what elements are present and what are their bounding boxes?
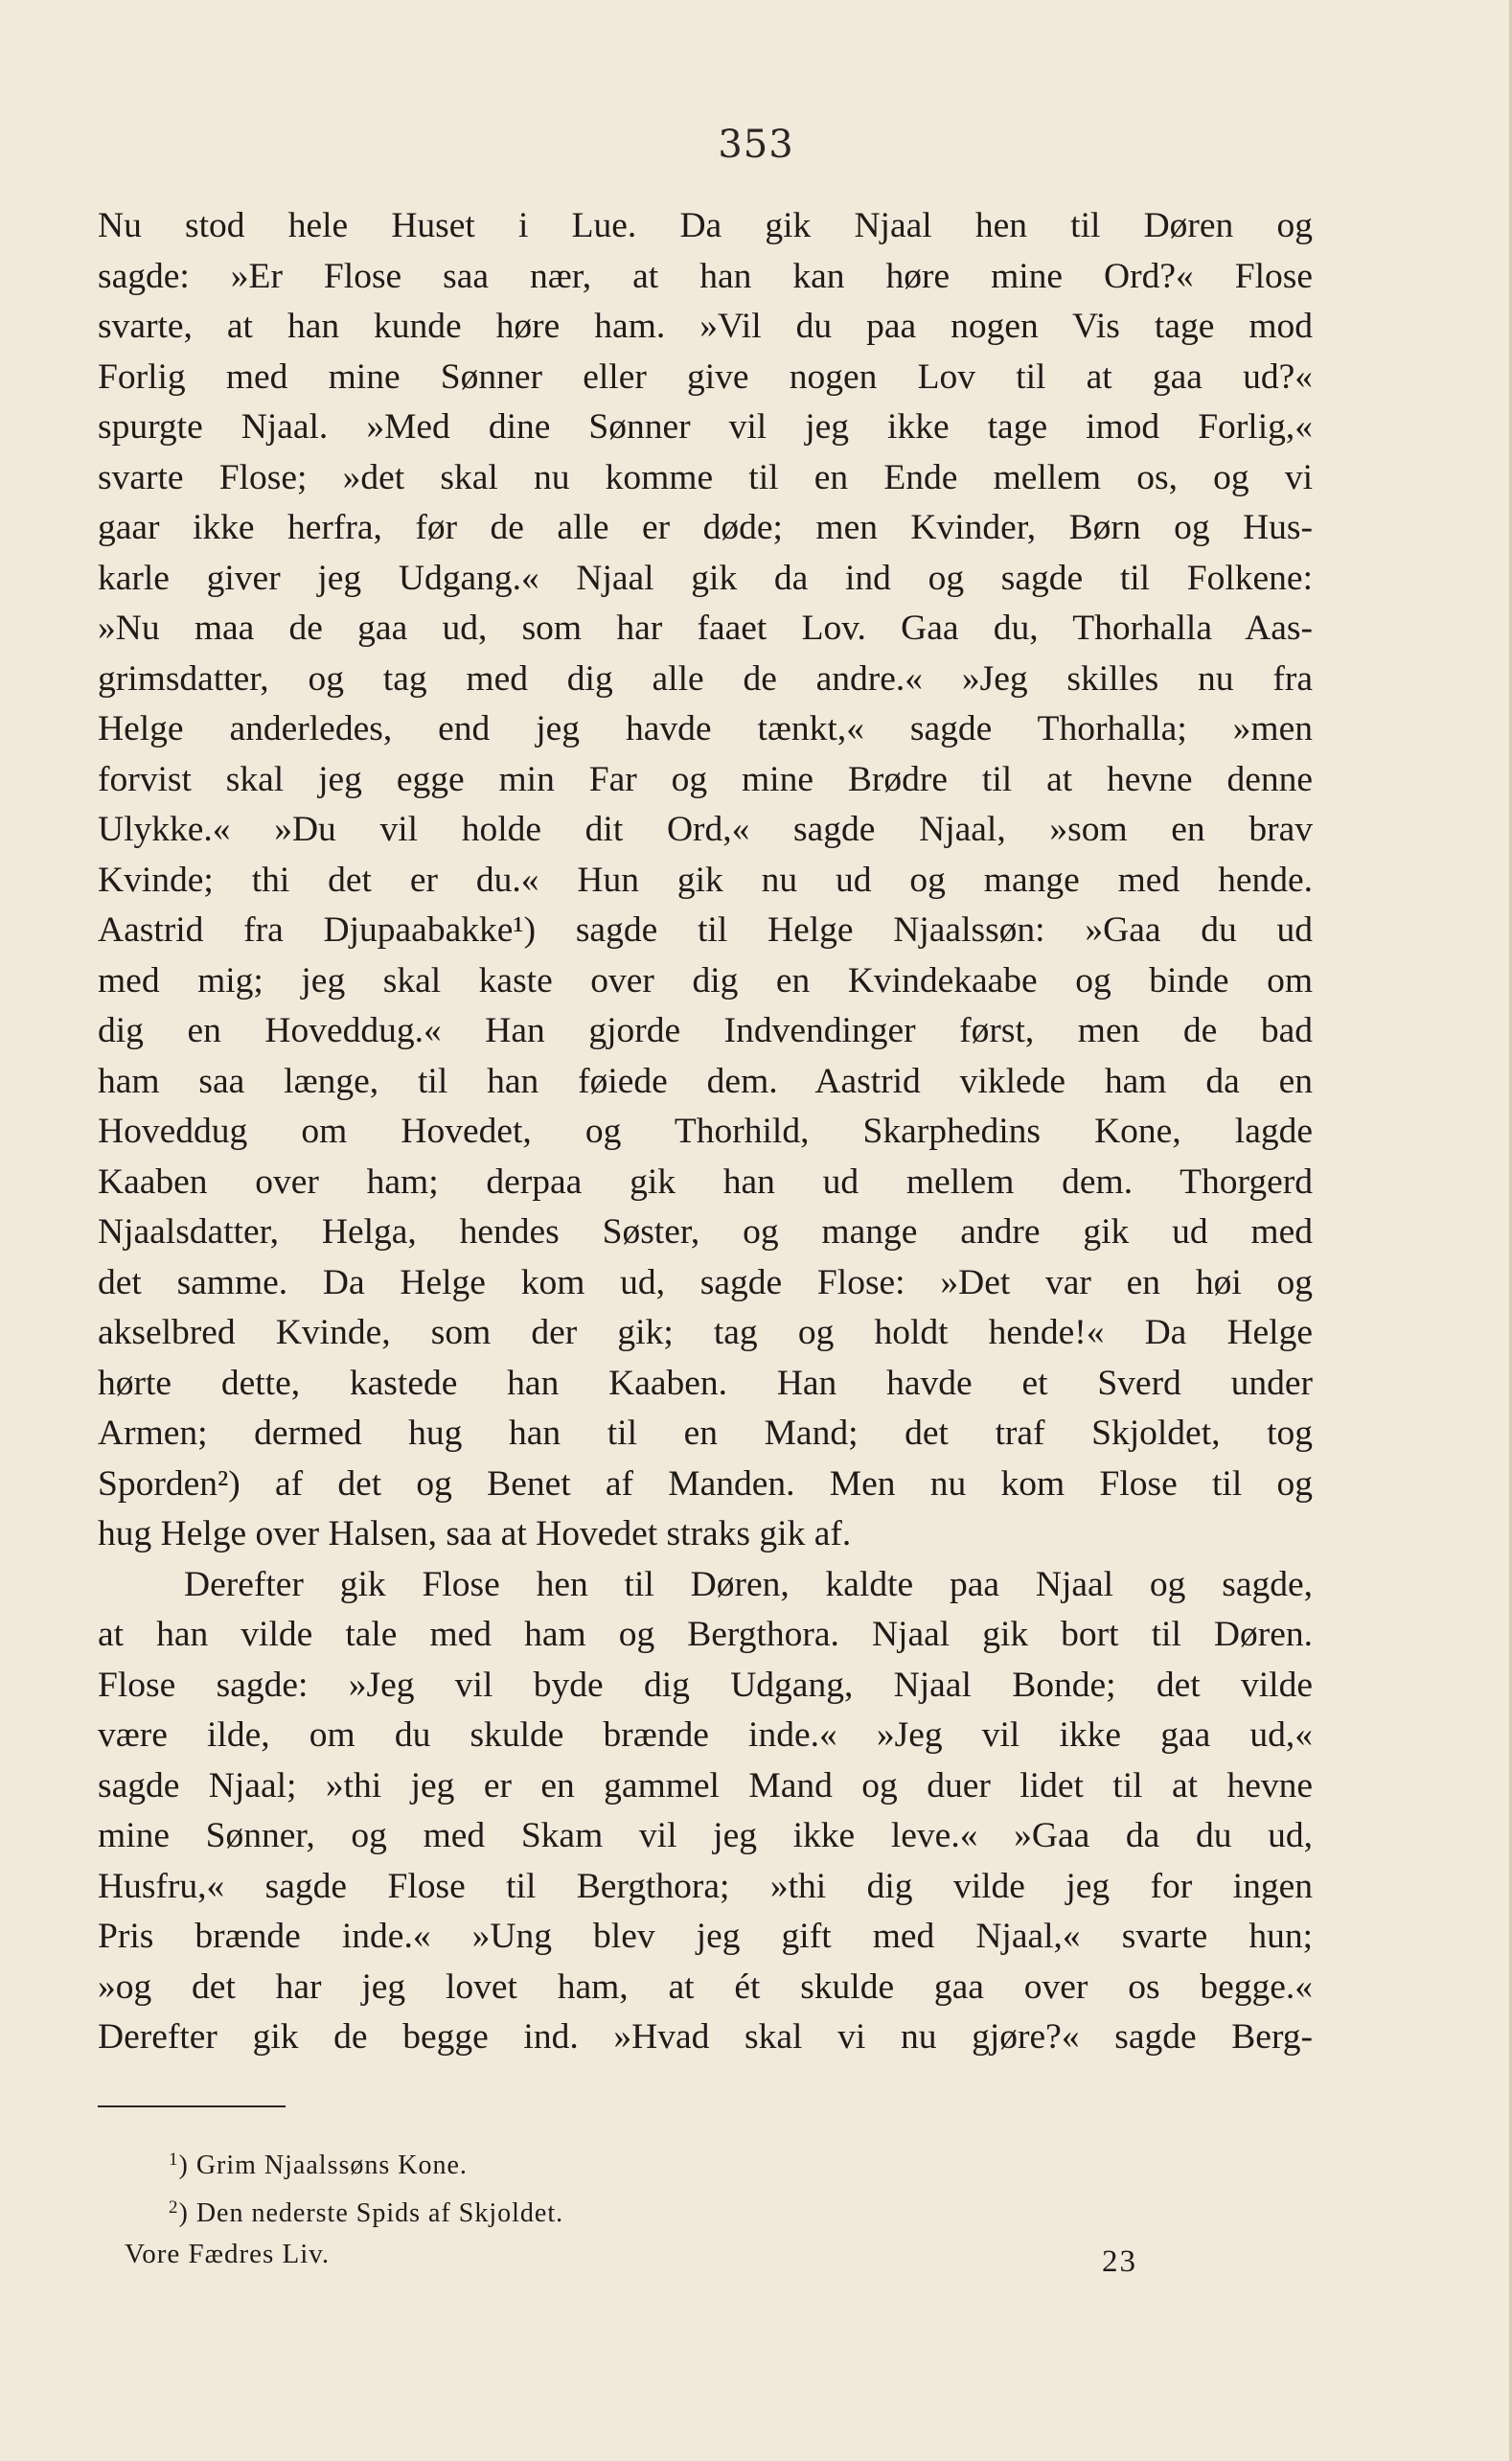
text-line: spurgte Njaal. »Med dine Sønner vil jeg ikke tage imod Forlig,« <box>98 407 1313 447</box>
text-line: Nu stod hele Huset i Lue. Da gik Njaal hen til Døren og <box>98 206 1313 245</box>
text-line: »Nu maa de gaa ud, som har faaet Lov. Gaa du, Thorhalla Aas- <box>98 609 1313 648</box>
page-number: 353 <box>718 123 794 167</box>
footnote-2: $^2$) Den nederste Spids af Skjoldet. <box>169 2197 564 2228</box>
text-line: Flose sagde: »Jeg vil byde dig Udgang, Njaal Bonde; det vilde <box>98 1665 1313 1705</box>
text-line: forvist skal jeg egge min Far og mine Brødre til at hevne denne <box>98 759 1313 799</box>
text-line: hørte dette, kastede han Kaaben. Han havde et Sverd under <box>98 1363 1313 1403</box>
text-line: hug Helge over Halsen, saa at Hovedet straks gik af. <box>98 1514 852 1553</box>
footnote-marker: 2 <box>169 2197 179 2218</box>
text-line: Sporden²) af det og Benet af Manden. Men nu kom Flose til og <box>98 1463 1313 1504</box>
bottom-book-title: Vore Fædres Liv. <box>125 2239 331 2269</box>
text-line: Kvinde; thi det er du.« Hun gik nu ud og mange med hende. <box>98 860 1313 900</box>
text-line: Armen; dermed hug han til en Mand; det traf Skjoldet, tog <box>98 1414 1313 1453</box>
text-line: svarte Flose; »det skal nu komme til en Ende mellem os, og vi <box>98 457 1313 497</box>
body-text <box>98 201 1313 2063</box>
footnote-text: Den nederste Spids af Skjoldet. <box>195 2198 564 2228</box>
text-line: sagde Njaal; »thi jeg er en gammel Mand og duer lidet til at hevne <box>98 1765 1313 1806</box>
signature-number: 23 <box>1102 2244 1137 2279</box>
text-line: mine Sønner, og med Skam vil jeg ikke leve.« »Gaa da du ud, <box>98 1816 1313 1855</box>
text-line: Forlig med mine Sønner eller give nogen Lov til at gaa ud?« <box>98 356 1313 397</box>
text-line: Derefter gik Flose hen til Døren, kaldte paa Njaal og sagde, <box>184 1564 1313 1604</box>
text-line: sagde: »Er Flose saa nær, at han kan høre mine Ord?« Flose <box>98 256 1313 296</box>
text-line: Derefter gik de begge ind. »Hvad skal vi nu gjøre?« sagde Berg- <box>98 2017 1313 2057</box>
text-line: Aastrid fra Djupaabakke¹) sagde til Helge Njaalssøn: »Gaa du ud <box>98 910 1313 950</box>
footnote-text: Grim Njaalssøns Kone. <box>195 2150 468 2180</box>
text-line: Husfru,« sagde Flose til Bergthora; »thi dig vilde jeg for ingen <box>98 1866 1313 1906</box>
text-line: med mig; jeg skal kaste over dig en Kvindekaabe og binde om <box>98 960 1313 1000</box>
footnote-divider <box>98 2105 286 2107</box>
text-line: dig en Hoveddug.« Han gjorde Indvendinger først, men de bad <box>98 1011 1313 1050</box>
text-line: gaar ikke herfra, før de alle er døde; men Kvinder, Børn og Hus- <box>98 508 1313 547</box>
text-line: svarte, at han kunde høre ham. »Vil du paa nogen Vis tage mod <box>98 307 1313 346</box>
text-line: grimsdatter, og tag med dig alle de andre.« »Jeg skilles nu fra <box>98 658 1313 699</box>
footnotes <box>169 2139 563 2235</box>
text-line: Pris brænde inde.« »Ung blev jeg gift med Njaal,« svarte hun; <box>98 1917 1313 1956</box>
text-line: at han vilde tale med ham og Bergthora. Njaal gik bort til Døren. <box>98 1615 1313 1654</box>
text-line: være ilde, om du skulde brænde inde.« »Jeg vil ikke gaa ud,« <box>98 1715 1313 1755</box>
footnote-1: $^1$) Grim Njaalssøns Kone. <box>169 2150 468 2180</box>
text-line: Ulykke.« »Du vil holde dit Ord,« sagde Njaal, »som en brav <box>98 810 1313 849</box>
text-line: Kaaben over ham; derpaa gik han ud mellem dem. Thorgerd <box>98 1162 1313 1202</box>
footnote-marker: 1 <box>169 2150 179 2170</box>
text-line: »og det har jeg lovet ham, at ét skulde gaa over os begge.« <box>98 1966 1313 2007</box>
text-line: Helge anderledes, end jeg havde tænkt,« sagde Thorhalla; »men <box>98 709 1313 748</box>
text-line: Njaalsdatter, Helga, hendes Søster, og mange andre gik ud med <box>98 1212 1313 1252</box>
text-line: det samme. Da Helge kom ud, sagde Flose: »Det var en høi og <box>98 1262 1313 1302</box>
text-line: karle giver jeg Udgang.« Njaal gik da ind og sagde til Folkene: <box>98 558 1313 598</box>
text-line: ham saa længe, til han føiede dem. Aastrid viklede ham da en <box>98 1061 1313 1101</box>
text-line: Hoveddug om Hovedet, og Thorhild, Skarphedins Kone, lagde <box>98 1112 1313 1151</box>
text-line: akselbred Kvinde, som der gik; tag og holdt hende!« Da Helge <box>98 1313 1313 1352</box>
